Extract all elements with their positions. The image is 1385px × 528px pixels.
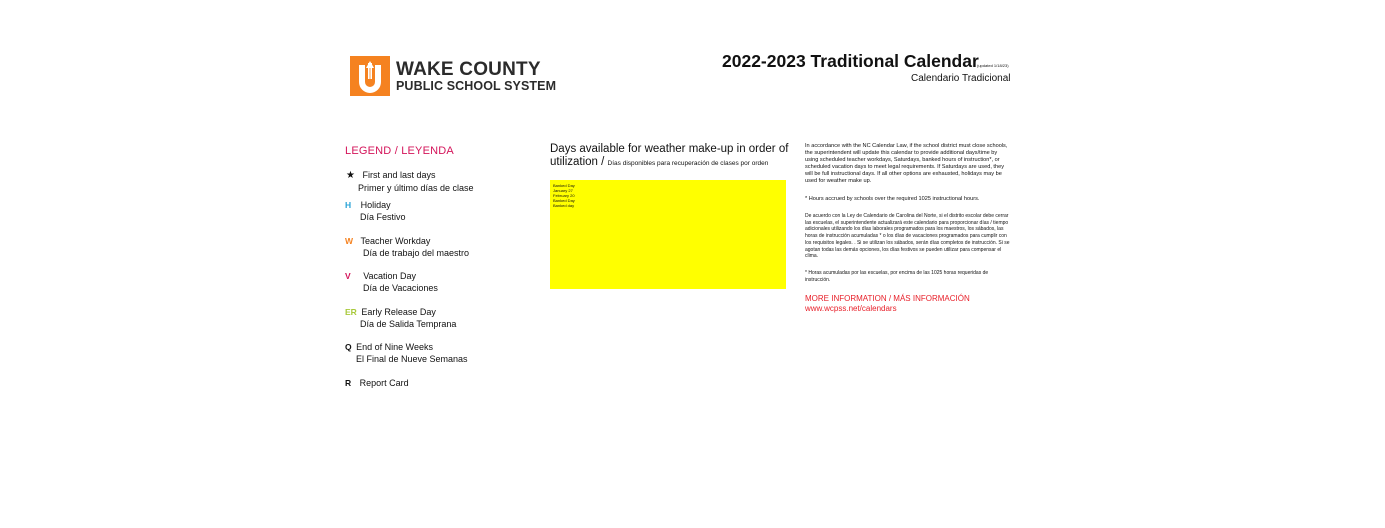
legend-label-es: El Final de Nueve Semanas — [356, 354, 468, 364]
more-info-label: MORE INFORMATION / MÁS INFORMACIÓN — [805, 294, 970, 303]
legend-label-es: Día Festivo — [360, 212, 406, 222]
makeup-days-box — [550, 180, 786, 289]
logo — [350, 56, 390, 96]
makeup-day: Banked Day — [553, 198, 575, 203]
calendar-law-text-en: In accordance with the NC Calendar Law, if the school district must close schools, the superintendent will update this calendar to provide additional days/time by using scheduled teacher workdays, Saturdays, banked hours of instruction*, or scheduled vacation days to meet legal requirements. If Saturdays are used, they will be full instructional days. If all other options are exhausted, holidays may be used for weather make up. — [805, 143, 1008, 184]
legend-label-en: Teacher Workday — [360, 236, 431, 246]
hours-footnote-en: * Hours accrued by schools over the required 1025 instructional hours. — [805, 196, 980, 202]
calendars-link[interactable]: www.wcpss.net/calendars — [805, 304, 897, 313]
logo-text-secondary: PUBLIC SCHOOL SYSTEM — [396, 79, 557, 93]
makeup-heading — [550, 143, 790, 170]
makeup-day: January 27 — [553, 188, 573, 193]
legend-label-en: Holiday — [360, 200, 391, 210]
legend-code: R — [345, 378, 352, 388]
legend-label-en: Report Card — [359, 378, 409, 388]
legend-item-nine-weeks — [345, 341, 468, 365]
legend-label-es: Día de Salida Temprana — [360, 319, 457, 329]
legend-label-es: Primer y último días de clase — [358, 183, 474, 193]
calendar-law-text-es: De acuerdo con la Ley de Calendario de Carolina del Norte, si el distrito escolar debe cerrar las escuelas, el superintendente actualizará este calendario para proporcionar días / tiempo adicionales utilizando los días laborales programados para los maestros, los sábados, las horas de instrucción acumuladas * o los días de vacaciones programados para cumplir con los requisitos legales. . Si se utilizan los sábados, serán días completos de instrucción. Si se agotan todas las demás opciones, los días festivos se pueden utilizar para compensar el clima. — [805, 213, 1010, 260]
legend-label-en: First and last days — [362, 170, 436, 180]
makeup-day: Banked day — [553, 203, 575, 208]
makeup-day: Banked Day — [553, 183, 575, 188]
logo-text-primary: WAKE COUNTY — [396, 59, 541, 80]
makeup-heading-es: Días disponibles para recuperación de clases por orden — [607, 160, 769, 167]
legend-label-en: Early Release Day — [361, 307, 436, 317]
legend-label-es: Día de trabajo del maestro — [363, 248, 470, 258]
legend-label-es: Día de Vacaciones — [363, 283, 438, 293]
legend-title: LEGEND / LEYENDA — [345, 145, 454, 157]
legend-label-en: End of Nine Weeks — [356, 342, 434, 352]
makeup-days-list — [553, 183, 575, 208]
star-icon: ★ — [346, 170, 355, 181]
legend-item-teacher-workday — [345, 235, 469, 259]
legend-code: H — [345, 200, 352, 210]
hours-footnote-es: * Horas acumuladas por las escuelas, por encima de las 1025 horas requeridas de instrucción. — [805, 270, 989, 283]
legend-code: W — [345, 236, 354, 246]
update-note: (updated 1/18/23) — [977, 63, 1009, 68]
page-subtitle: Calendario Tradicional — [911, 73, 1011, 84]
legend-code: Q — [345, 342, 352, 352]
makeup-day: February 20 — [553, 193, 575, 198]
legend-item-vacation — [345, 270, 438, 294]
legend-code: ER — [345, 307, 357, 317]
page-title: 2022-2023 Traditional Calendar — [722, 51, 979, 71]
makeup-heading-en: Days available for weather make-up in order of utilization / — [550, 143, 789, 168]
legend-label-en: Vacation Day — [363, 271, 417, 281]
school-logo-icon — [350, 56, 390, 96]
legend-item-early-release — [345, 306, 456, 330]
legend-item-first-last — [346, 169, 474, 194]
legend-item-holiday — [345, 199, 406, 223]
legend-code: V — [345, 271, 351, 281]
legend-item-report-card — [345, 377, 409, 389]
